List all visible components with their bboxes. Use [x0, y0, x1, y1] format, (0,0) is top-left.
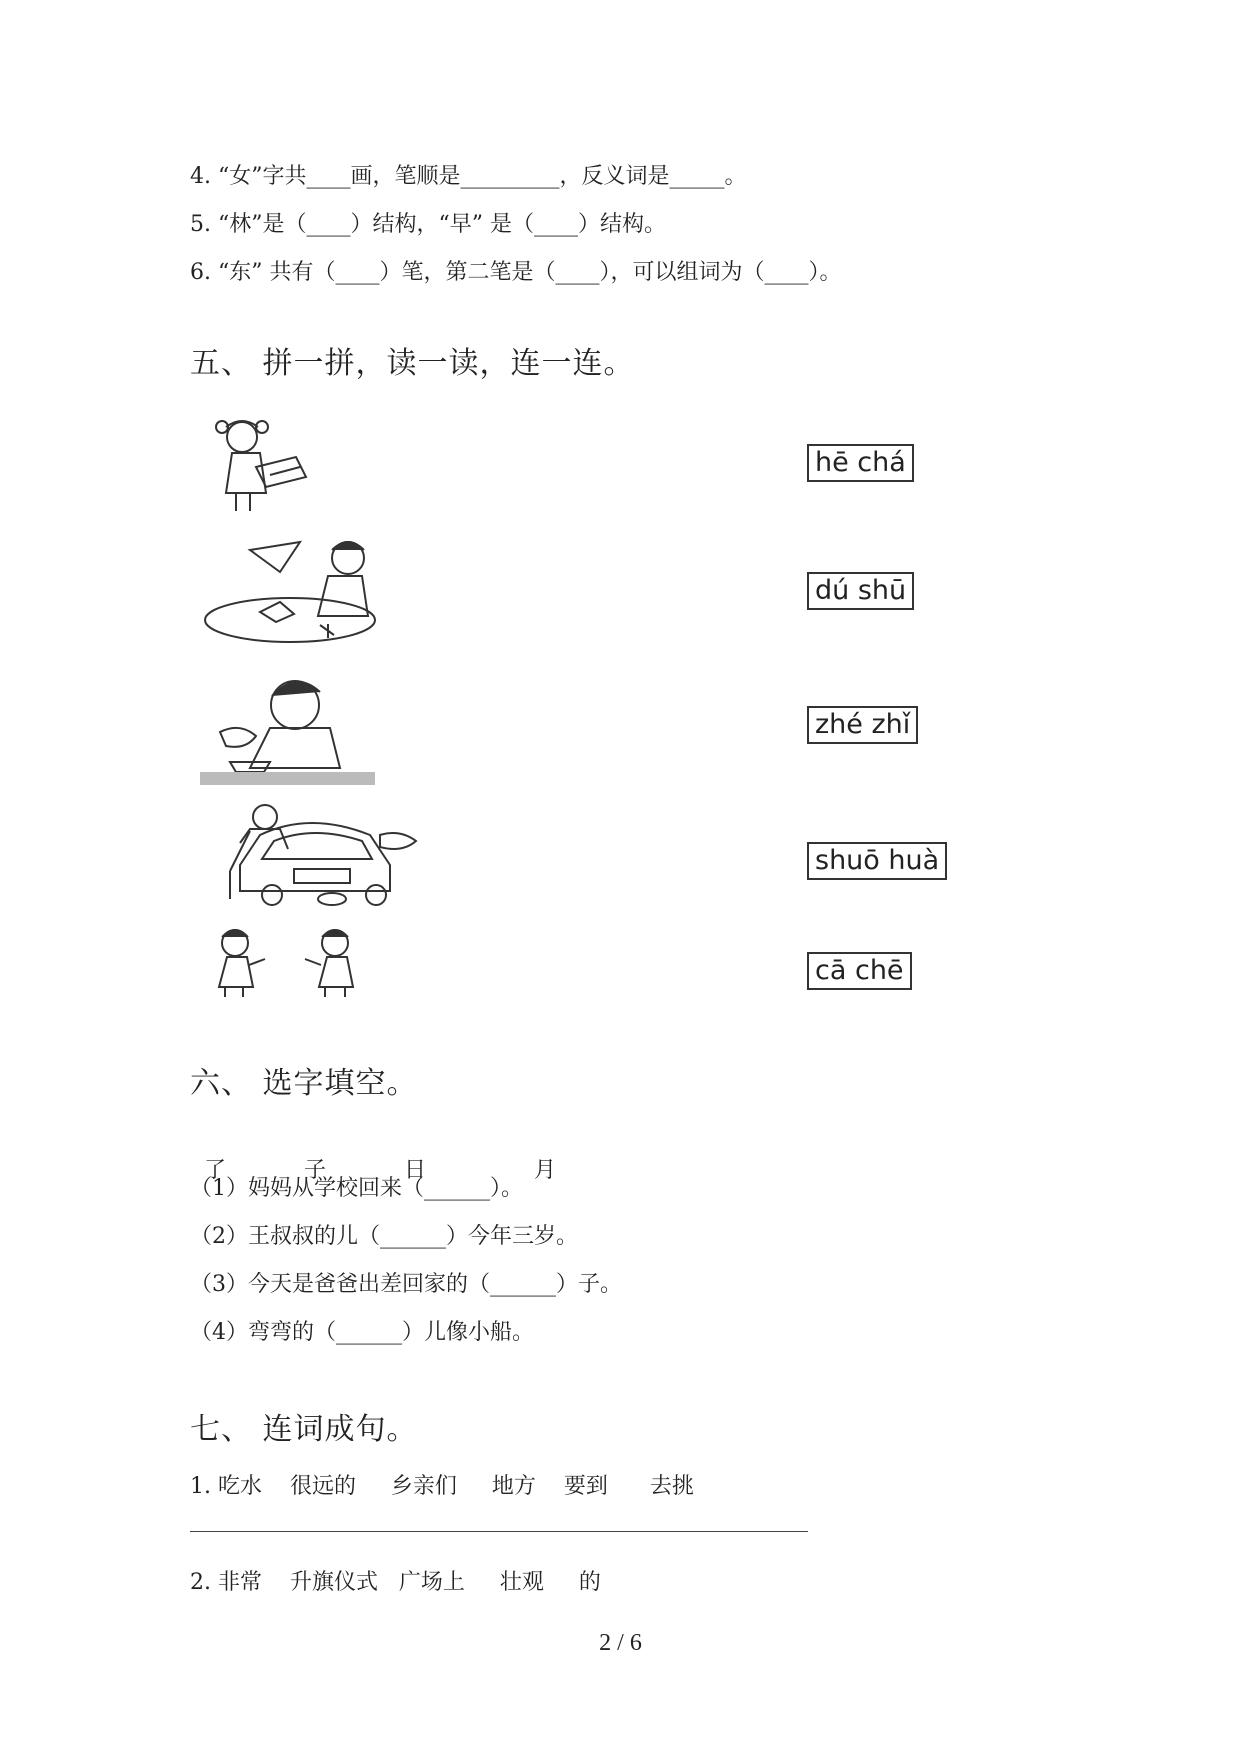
fill-item-4: （4）弯弯的（______）儿像小船。 [190, 1320, 534, 1345]
pinyin-box[interactable]: zhé zhǐ [807, 706, 918, 744]
sentence-item-1: 1. 吃水 很远的 乡亲们 地方 要到 去挑 [190, 1474, 694, 1499]
section-7-title: 七、 连词成句。 [190, 1412, 418, 1447]
fill-item-2: （2）王叔叔的儿（______）今年三岁。 [190, 1224, 578, 1249]
question-6: 6. “东” 共有（____）笔，第二笔是（____），可以组词为（____）。 [190, 260, 842, 285]
sentence-item-2: 2. 非常 升旗仪式 广场上 壮观 的 [190, 1570, 601, 1595]
page-number: 2 / 6 [599, 1630, 642, 1656]
fill-item-3: （3）今天是爸爸出差回家的（______）子。 [190, 1272, 622, 1297]
two-children-talking-icon [205, 925, 385, 1000]
fill-item-1: （1）妈妈从学校回来（______）。 [190, 1176, 523, 1201]
washing-car-icon [200, 795, 435, 910]
pinyin-box[interactable]: hē chá [807, 444, 914, 482]
option-word: 日 [404, 1158, 427, 1183]
boy-folding-paper-icon [200, 530, 390, 645]
option-word: 子 [304, 1158, 327, 1183]
boy-drinking-tea-icon [200, 670, 375, 785]
section-5-title: 五、 拼一拼，读一读，连一连。 [190, 346, 635, 381]
section-6-title: 六、 选字填空。 [190, 1066, 418, 1101]
pinyin-box[interactable]: cā chē [807, 952, 912, 990]
girl-reading-icon [200, 415, 340, 515]
question-5: 5. “林”是（____）结构，“早” 是（____）结构。 [190, 212, 666, 237]
pinyin-box[interactable]: dú shū [807, 572, 914, 610]
option-word: 了 [204, 1158, 227, 1183]
option-word: 月 [534, 1158, 557, 1183]
answer-line[interactable] [190, 1531, 808, 1532]
pinyin-box[interactable]: shuō huà [807, 842, 947, 880]
question-4: 4. “女”字共____画，笔顺是_________，反义词是_____。 [190, 164, 747, 189]
